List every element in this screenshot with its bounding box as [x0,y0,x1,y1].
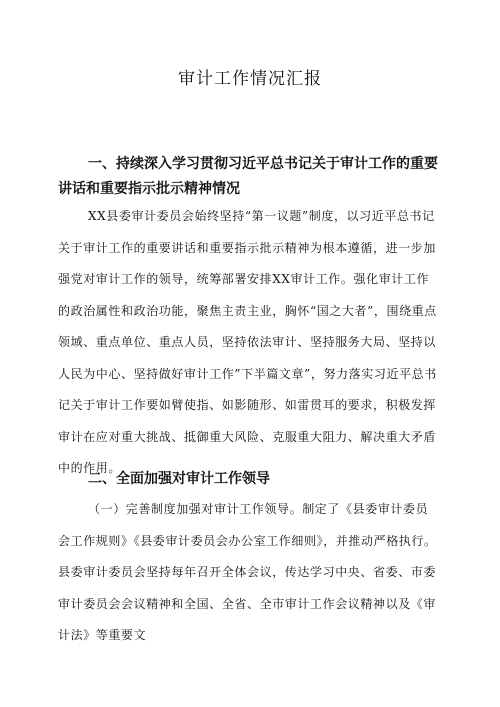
section-heading-2: 二、全面加强对审计工作领导 [88,471,270,487]
document-title: 审计工作情况汇报 [178,69,322,89]
section-paragraph-1: XX县委审计委员会始终坚持“第一议题”制度，以习近平总书记关于审计工作的重要讲话和重要指示批示精神为根本遵循，进一步加强党对审计工作的领导，统筹部署安排XX审计工作。强化审计工作的政治属性和政治功能，聚焦主责主业，胸怀“国之大者”，围绕重点领域、重点单位、重点人员，坚持依法审计、坚持服务大局、坚持以人民为中心、坚持做好审计工作”下半篇文章”，努力落实习近平总书记关于审计工作要如臂使指、如影随形、如雷贯耳的要求，积极发挥审计在应对重大挑战、抵御重大风险、克服重大阻力、解决重大矛盾中的作用。 [58,209,437,475]
section-paragraph-2: （一）完善制度加强对审计工作领导。制定了《县委审计委员会工作规则》《县委审计委员会办公室工作细则》，并推动严格执行。县委审计委员会坚持每年召开全体会议，传达学习中央、省委、市委审计委员会会议精神和全国、全省、全市审计工作会议精神以及《审计法》等重要文 [58,502,437,642]
section-heading-1: 一、持续深入学习贯彻习近平总书记关于审计工作的重要讲话和重要指示批示精神情况 [58,156,438,197]
